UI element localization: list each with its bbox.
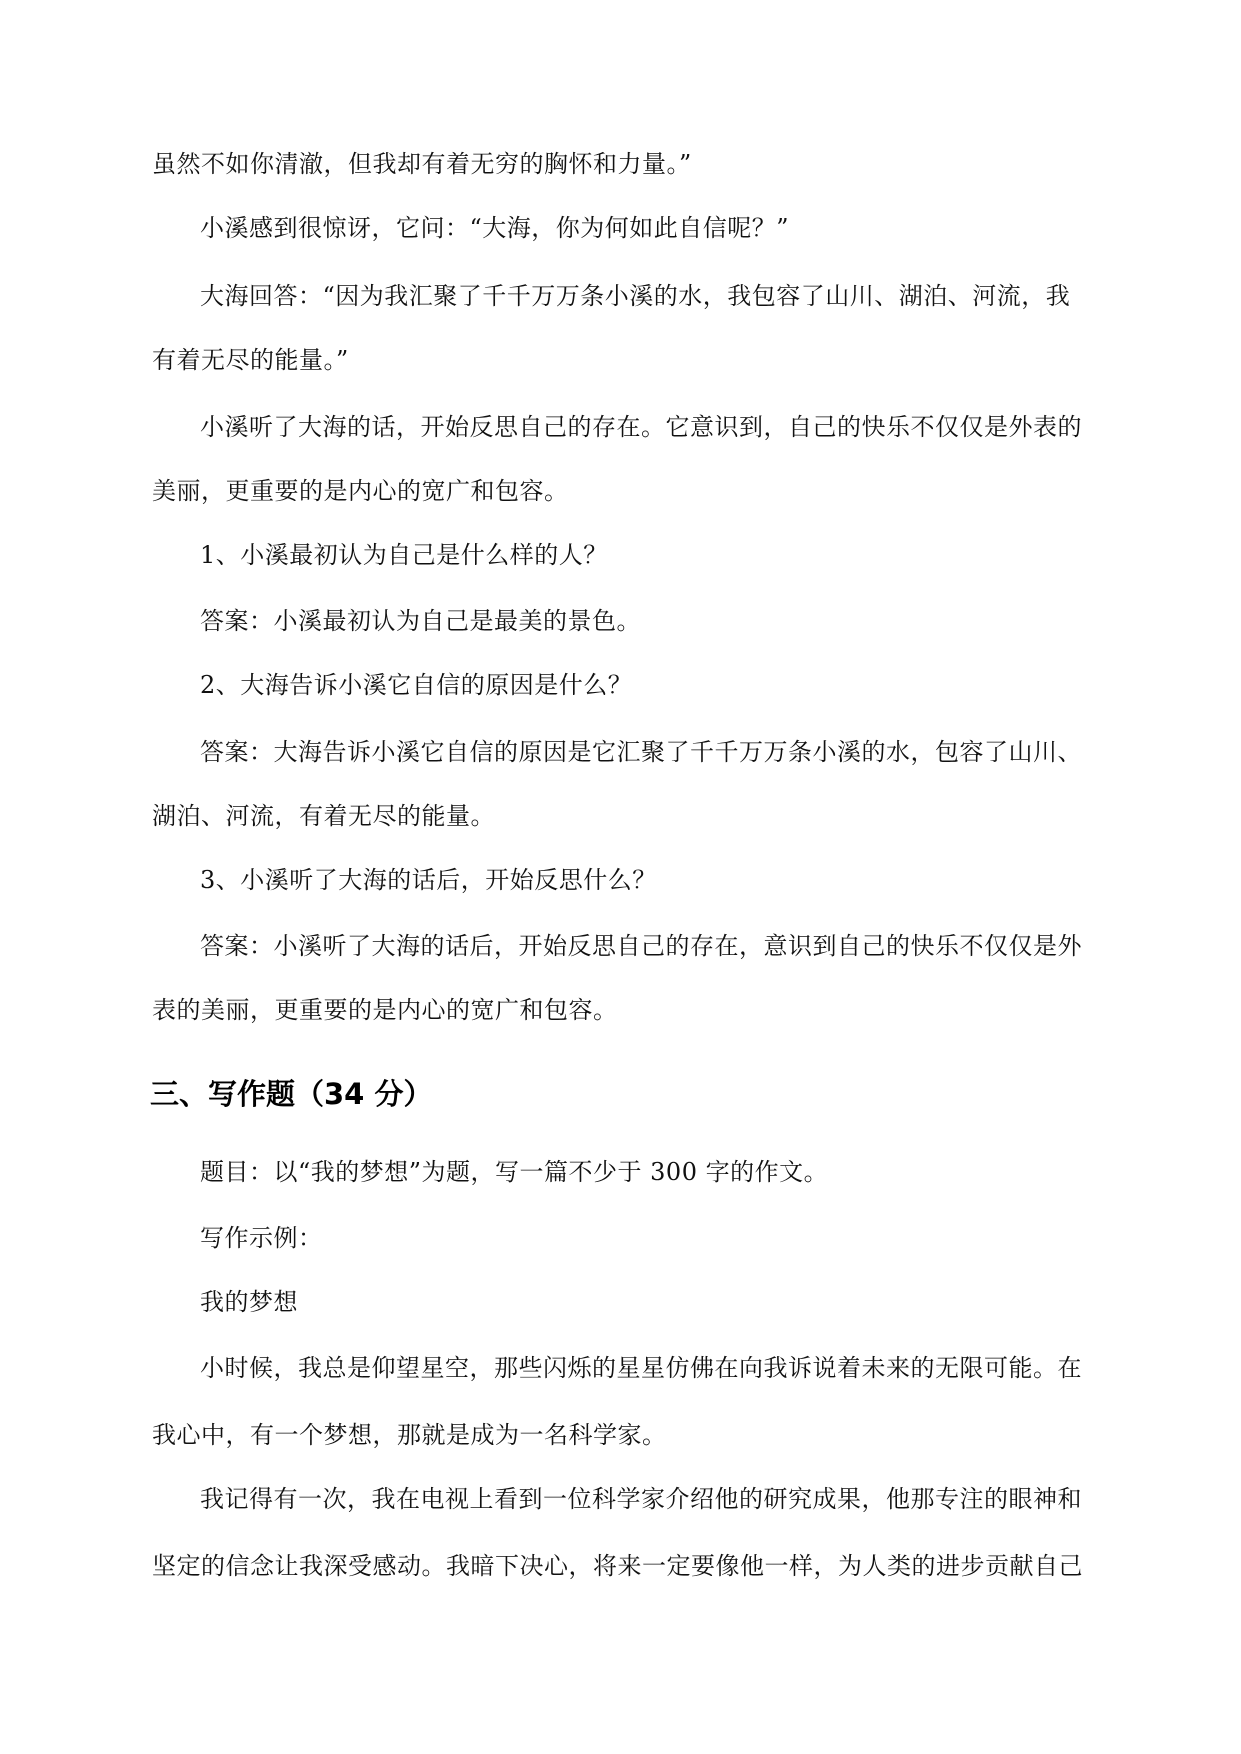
- essay-title: 我的梦想: [200, 1288, 298, 1316]
- writing-prompt: 题目：以“我的梦想”为题，写一篇不少于 300 字的作文。: [200, 1158, 829, 1186]
- paragraph-line: 虽然不如你清澈，但我却有着无穷的胸怀和力量。”: [152, 150, 692, 178]
- essay-line: 坚定的信念让我深受感动。我暗下决心，将来一定要像他一样，为人类的进步贡献自己: [152, 1552, 1083, 1580]
- paragraph-line: 美丽，更重要的是内心的宽广和包容。: [152, 477, 569, 505]
- writing-example-label: 写作示例：: [200, 1224, 323, 1252]
- answer-2: 答案：大海告诉小溪它自信的原因是它汇聚了千千万万条小溪的水，包容了山川、: [200, 738, 1082, 766]
- essay-line: 我心中，有一个梦想，那就是成为一名科学家。: [152, 1421, 667, 1449]
- paragraph-line: 小溪感到很惊讶，它问：“大海，你为何如此自信呢？”: [200, 214, 790, 242]
- question-1: 1、小溪最初认为自己是什么样的人？: [200, 541, 608, 569]
- question-2: 2、大海告诉小溪它自信的原因是什么？: [200, 671, 633, 699]
- paragraph-line: 有着无尽的能量。”: [152, 346, 349, 374]
- essay-line: 小时候，我总是仰望星空，那些闪烁的星星仿佛在向我诉说着未来的无限可能。在: [200, 1354, 1082, 1382]
- section-heading: 三、写作题（34 分）: [150, 1077, 433, 1111]
- question-3: 3、小溪听了大海的话后，开始反思什么？: [200, 866, 657, 894]
- answer-2-cont: 湖泊、河流，有着无尽的能量。: [152, 802, 495, 830]
- essay-line: 我记得有一次，我在电视上看到一位科学家介绍他的研究成果，他那专注的眼神和: [200, 1485, 1082, 1513]
- paragraph-line: 大海回答：“因为我汇聚了千千万万条小溪的水，我包容了山川、湖泊、河流，我: [200, 282, 1071, 310]
- answer-1: 答案：小溪最初认为自己是最美的景色。: [200, 607, 641, 635]
- answer-3-cont: 表的美丽，更重要的是内心的宽广和包容。: [152, 996, 618, 1024]
- paragraph-line: 小溪听了大海的话，开始反思自己的存在。它意识到，自己的快乐不仅仅是外表的: [200, 413, 1082, 441]
- answer-3: 答案：小溪听了大海的话后，开始反思自己的存在，意识到自己的快乐不仅仅是外: [200, 932, 1082, 960]
